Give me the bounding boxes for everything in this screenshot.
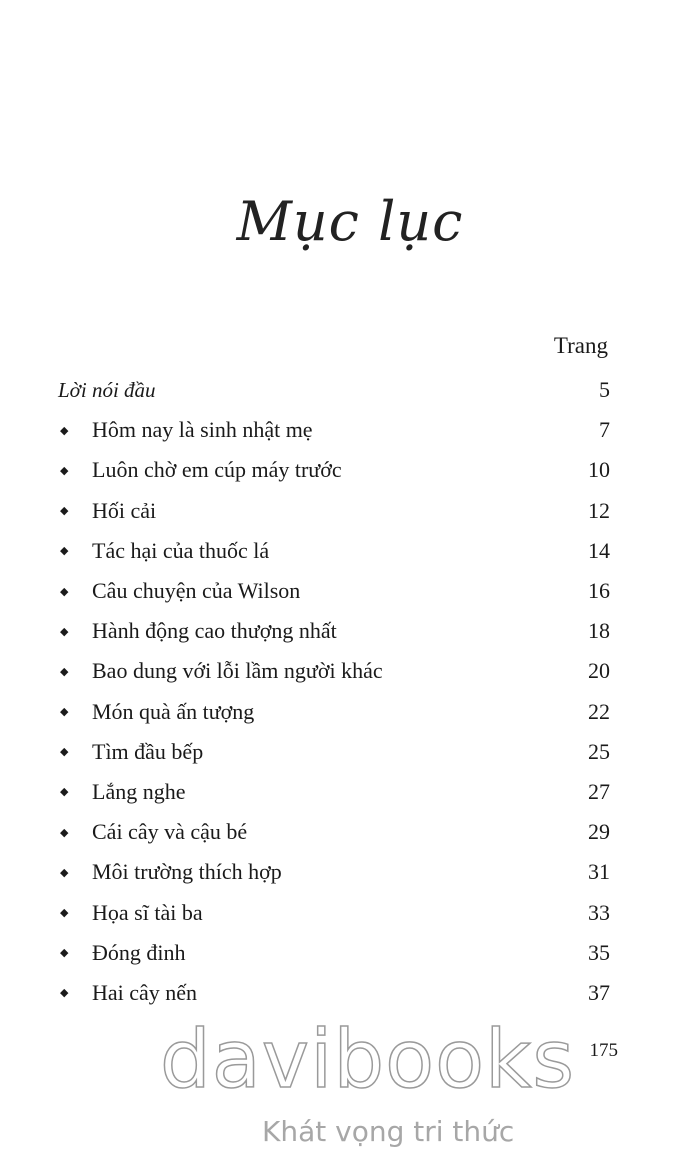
- diamond-bullet-icon: ◆: [60, 987, 69, 1000]
- page-column-header: Trang: [553, 333, 608, 358]
- toc-entry-label: Tìm đầu bếp: [92, 738, 204, 764]
- toc-entry-label: Họa sĩ tài ba: [92, 899, 203, 925]
- toc-entry-label: Tác hại của thuốc lá: [92, 537, 270, 563]
- diamond-bullet-icon: ◆: [60, 706, 69, 719]
- diamond-bullet-icon: ◆: [60, 746, 69, 759]
- toc-entry[interactable]: [58, 852, 610, 892]
- toc-entry-page: 25: [588, 738, 610, 764]
- toc-entry[interactable]: [58, 571, 610, 611]
- toc-entry-page: 16: [588, 578, 610, 604]
- toc-entry-page: 27: [588, 778, 610, 804]
- toc-entry[interactable]: [58, 692, 610, 732]
- toc-entry[interactable]: [58, 933, 610, 973]
- toc-entry-label: Đóng đinh: [92, 939, 186, 965]
- toc-entry-page: 31: [588, 859, 610, 885]
- diamond-bullet-icon: ◆: [60, 786, 69, 799]
- toc-entry-page: 22: [588, 698, 610, 724]
- toc-entry[interactable]: [58, 812, 610, 852]
- toc-entry-label: Hối cải: [92, 497, 157, 523]
- table-of-contents: [58, 370, 610, 1013]
- toc-entry-page: 33: [588, 899, 610, 925]
- diamond-bullet-icon: ◆: [60, 585, 69, 598]
- toc-entry[interactable]: [58, 651, 610, 691]
- toc-entry-label: Lời nói đầu: [58, 377, 156, 402]
- diamond-bullet-icon: ◆: [60, 505, 69, 518]
- toc-entry[interactable]: [58, 772, 610, 812]
- toc-entry-page: 10: [588, 457, 610, 483]
- diamond-bullet-icon: ◆: [60, 464, 69, 477]
- page-number: 175: [589, 1040, 618, 1061]
- toc-entry-page: 29: [588, 819, 610, 845]
- toc-entry-page: 18: [588, 618, 610, 644]
- diamond-bullet-icon: ◆: [60, 947, 69, 960]
- diamond-bullet-icon: ◆: [60, 545, 69, 558]
- watermark-brand: davibooks: [160, 1013, 576, 1106]
- toc-entry-page: 14: [588, 537, 610, 563]
- diamond-bullet-icon: ◆: [60, 625, 69, 638]
- toc-entry-label: Bao dung với lỗi lầm người khác: [92, 658, 383, 684]
- diamond-bullet-icon: ◆: [60, 907, 69, 920]
- diamond-bullet-icon: ◆: [60, 826, 69, 839]
- toc-entry-label: Hai cây nến: [92, 979, 198, 1005]
- toc-entry[interactable]: [58, 410, 610, 450]
- diamond-bullet-icon: ◆: [60, 665, 69, 678]
- toc-entry[interactable]: [58, 973, 610, 1013]
- toc-entry-label: Cái cây và cậu bé: [92, 819, 248, 845]
- toc-entry-page: 5: [599, 377, 610, 403]
- toc-entry[interactable]: [58, 611, 610, 651]
- page-title: Mục lục: [236, 190, 464, 253]
- toc-entry-page: 12: [588, 497, 610, 523]
- toc-entry[interactable]: [58, 732, 610, 772]
- toc-entry-intro[interactable]: [58, 370, 610, 410]
- toc-entry[interactable]: [58, 531, 610, 571]
- diamond-bullet-icon: ◆: [60, 866, 69, 879]
- toc-entry-label: Hôm nay là sinh nhật mẹ: [92, 417, 313, 443]
- toc-entry-page: 20: [588, 658, 610, 684]
- toc-entry[interactable]: [58, 892, 610, 932]
- toc-entry-page: 7: [599, 417, 610, 443]
- toc-entry-label: Câu chuyện của Wilson: [92, 578, 301, 604]
- toc-entry-page: 35: [588, 939, 610, 965]
- toc-entry-label: Món quà ấn tượng: [92, 698, 255, 724]
- toc-entry-label: Luôn chờ em cúp máy trước: [92, 457, 342, 483]
- toc-entry-label: Hành động cao thượng nhất: [92, 618, 337, 644]
- toc-entry-label: Lắng nghe: [92, 778, 186, 804]
- watermark-slogan: Khát vọng tri thức: [262, 1115, 515, 1148]
- diamond-bullet-icon: ◆: [60, 424, 69, 437]
- toc-entry[interactable]: [58, 491, 610, 531]
- toc-entry[interactable]: [58, 450, 610, 490]
- toc-entry-page: 37: [588, 979, 610, 1005]
- toc-entry-label: Môi trường thích hợp: [92, 859, 282, 885]
